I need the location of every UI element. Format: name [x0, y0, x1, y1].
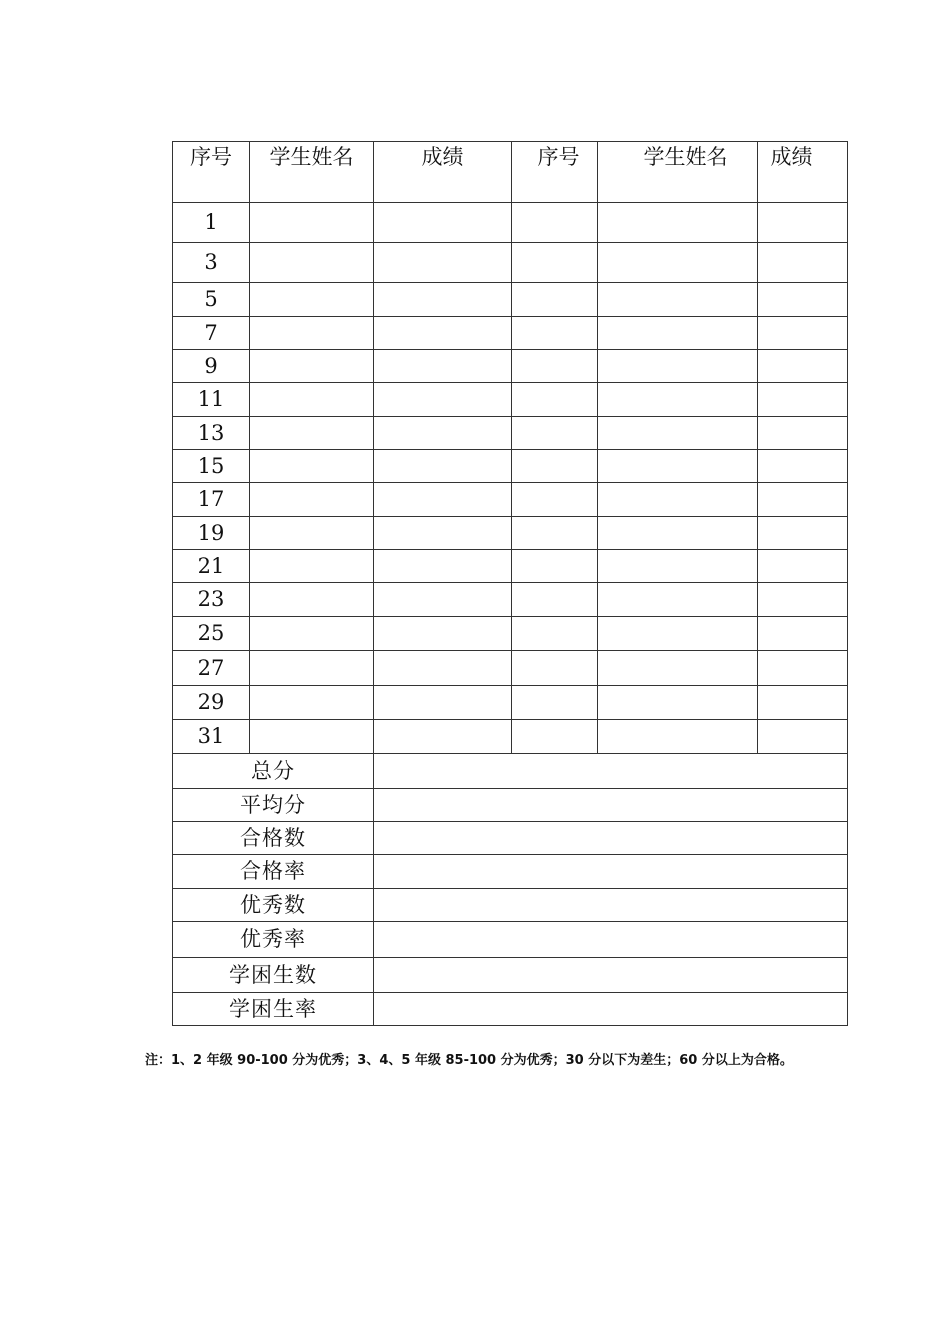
- seq-cell[interactable]: [512, 203, 598, 243]
- student-name-cell[interactable]: [250, 483, 374, 517]
- table-row: [173, 583, 848, 617]
- score-cell[interactable]: [374, 450, 512, 483]
- student-name-cell[interactable]: [250, 450, 374, 483]
- row-seq-number: 3: [173, 243, 250, 283]
- score-cell[interactable]: [758, 617, 848, 651]
- student-name-cell[interactable]: [250, 517, 374, 550]
- seq-cell[interactable]: [512, 283, 598, 317]
- score-cell[interactable]: [374, 383, 512, 417]
- summary-value-cell[interactable]: [374, 958, 848, 993]
- seq-cell[interactable]: [512, 651, 598, 686]
- student-name-cell[interactable]: [598, 383, 758, 417]
- table-row: [173, 203, 848, 243]
- summary-value-cell[interactable]: [374, 754, 848, 789]
- table-row: [173, 317, 848, 350]
- summary-value-cell[interactable]: [374, 855, 848, 889]
- summary-value-cell[interactable]: [374, 789, 848, 822]
- summary-value-cell[interactable]: [374, 993, 848, 1026]
- summary-label: 优秀率: [173, 922, 374, 958]
- student-name-cell[interactable]: [598, 583, 758, 617]
- student-name-cell[interactable]: [598, 283, 758, 317]
- score-cell[interactable]: [374, 243, 512, 283]
- score-cell[interactable]: [374, 686, 512, 720]
- seq-cell[interactable]: [512, 317, 598, 350]
- header-score-1: 成绩: [374, 142, 512, 203]
- score-cell[interactable]: [374, 283, 512, 317]
- student-name-cell[interactable]: [598, 651, 758, 686]
- score-cell[interactable]: [758, 517, 848, 550]
- score-cell[interactable]: [758, 483, 848, 517]
- footnote: 注：1、2 年级 90-100 分为优秀；3、4、5 年级 85-100 分为优秀；30 分以下为差生；60 分以上为合格。: [145, 1053, 793, 1068]
- header-name-1: 学生姓名: [250, 142, 374, 203]
- student-name-cell[interactable]: [250, 417, 374, 450]
- row-seq-number: 13: [173, 417, 250, 450]
- seq-cell[interactable]: [512, 686, 598, 720]
- student-name-cell[interactable]: [250, 203, 374, 243]
- table-row: [173, 617, 848, 651]
- summary-row: [173, 993, 848, 1026]
- summary-label: 优秀数: [173, 889, 374, 922]
- score-cell[interactable]: [758, 350, 848, 383]
- row-seq-number: 25: [173, 617, 250, 651]
- student-name-cell[interactable]: [598, 686, 758, 720]
- seq-cell[interactable]: [512, 243, 598, 283]
- score-cell[interactable]: [758, 243, 848, 283]
- summary-value-cell[interactable]: [374, 889, 848, 922]
- summary-label: 总分: [173, 754, 374, 789]
- score-cell[interactable]: [374, 651, 512, 686]
- student-name-cell[interactable]: [250, 651, 374, 686]
- score-cell[interactable]: [374, 350, 512, 383]
- score-cell[interactable]: [374, 317, 512, 350]
- score-cell[interactable]: [758, 450, 848, 483]
- summary-value-cell[interactable]: [374, 922, 848, 958]
- row-seq-number: 15: [173, 450, 250, 483]
- score-cell[interactable]: [758, 317, 848, 350]
- table-row: [173, 350, 848, 383]
- summary-label: 学困生数: [173, 958, 374, 993]
- summary-row: [173, 889, 848, 922]
- row-seq-number: 11: [173, 383, 250, 417]
- row-seq-number: 27: [173, 651, 250, 686]
- score-cell[interactable]: [758, 720, 848, 754]
- summary-label: 合格率: [173, 855, 374, 889]
- score-cell[interactable]: [374, 720, 512, 754]
- seq-cell[interactable]: [512, 720, 598, 754]
- row-seq-number: 17: [173, 483, 250, 517]
- table-row: [173, 383, 848, 417]
- header-name-2: 学生姓名: [598, 142, 758, 203]
- summary-row: [173, 789, 848, 822]
- student-name-cell[interactable]: [598, 720, 758, 754]
- summary-label: 学困生率: [173, 993, 374, 1026]
- score-cell[interactable]: [758, 550, 848, 583]
- row-seq-number: 29: [173, 686, 250, 720]
- table-row: [173, 243, 848, 283]
- summary-label: 合格数: [173, 822, 374, 855]
- student-name-cell[interactable]: [250, 550, 374, 583]
- summary-row: [173, 822, 848, 855]
- header-row: [173, 142, 848, 203]
- student-name-cell[interactable]: [250, 720, 374, 754]
- summary-row: [173, 855, 848, 889]
- score-cell[interactable]: [374, 550, 512, 583]
- seq-cell[interactable]: [512, 550, 598, 583]
- summary-row: [173, 922, 848, 958]
- student-name-cell[interactable]: [598, 517, 758, 550]
- score-cell[interactable]: [374, 203, 512, 243]
- student-name-cell[interactable]: [250, 686, 374, 720]
- student-name-cell[interactable]: [250, 583, 374, 617]
- grade-table: [172, 141, 848, 1026]
- score-cell[interactable]: [374, 483, 512, 517]
- student-name-cell[interactable]: [250, 283, 374, 317]
- student-name-cell[interactable]: [250, 243, 374, 283]
- seq-cell[interactable]: [512, 417, 598, 450]
- student-name-cell[interactable]: [598, 243, 758, 283]
- student-name-cell[interactable]: [250, 350, 374, 383]
- table-row: [173, 483, 848, 517]
- score-cell[interactable]: [758, 203, 848, 243]
- table-row: [173, 417, 848, 450]
- row-seq-number: 19: [173, 517, 250, 550]
- score-cell[interactable]: [758, 651, 848, 686]
- row-seq-number: 31: [173, 720, 250, 754]
- student-name-cell[interactable]: [598, 450, 758, 483]
- header-seq-2: 序号: [512, 142, 598, 203]
- student-name-cell[interactable]: [598, 483, 758, 517]
- summary-value-cell[interactable]: [374, 822, 848, 855]
- seq-cell[interactable]: [512, 450, 598, 483]
- seq-cell[interactable]: [512, 483, 598, 517]
- table-row: [173, 550, 848, 583]
- seq-cell[interactable]: [512, 617, 598, 651]
- seq-cell[interactable]: [512, 517, 598, 550]
- score-cell[interactable]: [374, 583, 512, 617]
- summary-row: [173, 754, 848, 789]
- row-seq-number: 5: [173, 283, 250, 317]
- student-name-cell[interactable]: [598, 203, 758, 243]
- seq-cell[interactable]: [512, 383, 598, 417]
- summary-row: [173, 958, 848, 993]
- student-name-cell[interactable]: [250, 383, 374, 417]
- score-cell[interactable]: [374, 517, 512, 550]
- student-name-cell[interactable]: [598, 317, 758, 350]
- score-cell[interactable]: [758, 686, 848, 720]
- score-cell[interactable]: [758, 383, 848, 417]
- student-name-cell[interactable]: [598, 550, 758, 583]
- table-row: [173, 450, 848, 483]
- table-row: [173, 686, 848, 720]
- row-seq-number: 9: [173, 350, 250, 383]
- seq-cell[interactable]: [512, 350, 598, 383]
- score-cell[interactable]: [374, 617, 512, 651]
- score-cell[interactable]: [758, 583, 848, 617]
- header-score-2: 成绩: [758, 142, 848, 203]
- table-row: [173, 283, 848, 317]
- score-cell[interactable]: [374, 417, 512, 450]
- row-seq-number: 21: [173, 550, 250, 583]
- student-name-cell[interactable]: [250, 617, 374, 651]
- student-name-cell[interactable]: [250, 317, 374, 350]
- student-name-cell[interactable]: [598, 350, 758, 383]
- table-row: [173, 720, 848, 754]
- student-name-cell[interactable]: [598, 417, 758, 450]
- summary-label: 平均分: [173, 789, 374, 822]
- row-seq-number: 1: [173, 203, 250, 243]
- row-seq-number: 23: [173, 583, 250, 617]
- table-row: [173, 517, 848, 550]
- seq-cell[interactable]: [512, 583, 598, 617]
- row-seq-number: 7: [173, 317, 250, 350]
- score-cell[interactable]: [758, 283, 848, 317]
- score-cell[interactable]: [758, 417, 848, 450]
- student-name-cell[interactable]: [598, 617, 758, 651]
- header-seq-1: 序号: [173, 142, 250, 203]
- table-row: [173, 651, 848, 686]
